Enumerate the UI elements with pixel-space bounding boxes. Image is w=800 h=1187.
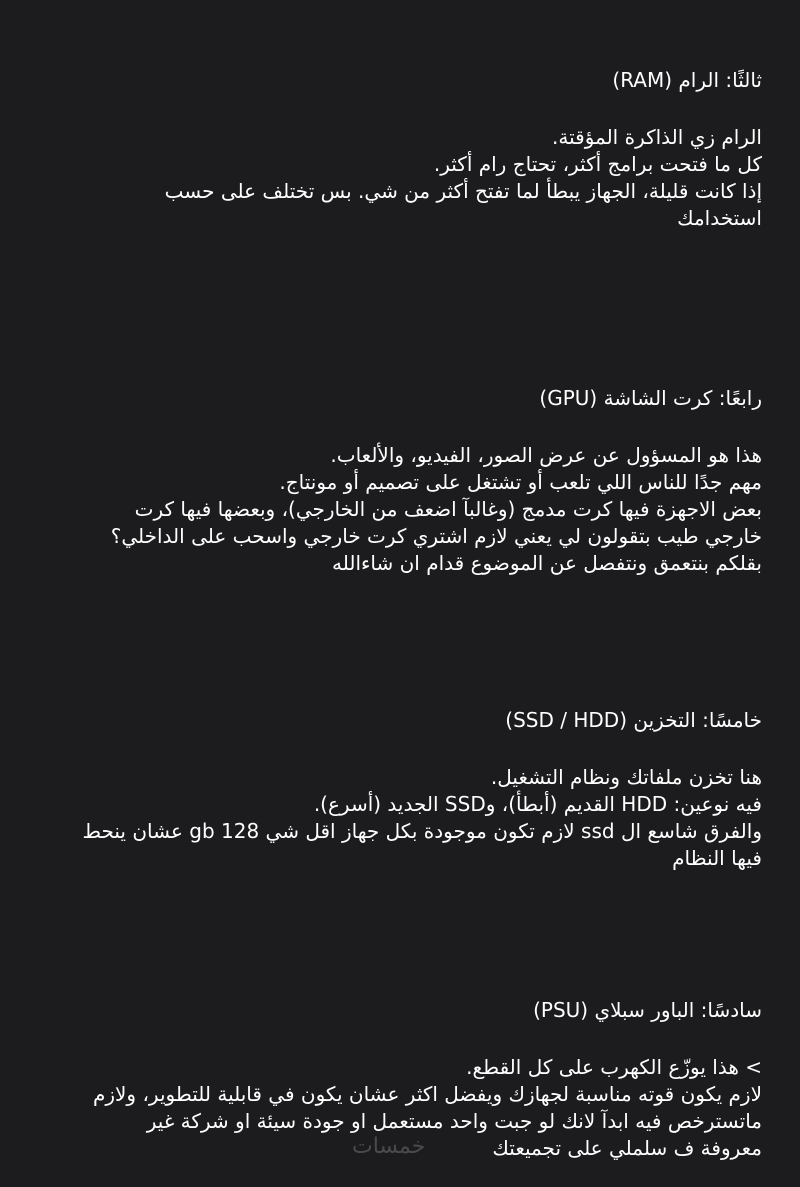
section-ram (18, 66, 762, 232)
section-paragraph (18, 124, 762, 232)
section-heading: ثالثًا: الرام (RAM) (612, 68, 762, 92)
text-line: فيها النظام (672, 846, 762, 870)
text-line: والفرق شاسع ال ssd لازم تكون موجودة بكل جهاز اقل شي 128 gb عشان ينحط (82, 819, 762, 843)
text-line: كل ما فتحت برامج أكثر، تحتاج رام أكثر. (433, 152, 762, 176)
text-line: الرام زي الذاكرة المؤقتة. (552, 125, 762, 149)
section-heading: سادسًا: الباور سبلاي (PSU) (533, 998, 762, 1022)
section-storage (18, 706, 762, 872)
text-line: بقلكم بنتعمق ونتفصل عن الموضوع قدام ان شاءالله (332, 551, 762, 575)
section-paragraph (18, 764, 762, 872)
text-line: لازم يكون قوته مناسبة لجهازك ويفضل اكثر عشان يكون في قابلية للتطوير، ولازم (92, 1082, 762, 1106)
text-line: بعض الاجهزة فيها كرت مدمج (وغالبآ اضعف من الخارجي)، وبعضها فيها كرت (134, 497, 762, 521)
text-line: هنا تخزن ملفاتك ونظام التشغيل. (490, 765, 762, 789)
section-paragraph (18, 442, 762, 577)
text-line: خارجي طيب بتقولون لي يعني لازم اشتري كرت خارجي واسحب على الداخلي؟ (110, 524, 762, 548)
text-line: مهم جدًا للناس اللي تلعب أو تشتغل على تصميم أو مونتاج. (279, 470, 762, 494)
section-heading: رابعًا: كرت الشاشة (GPU) (539, 386, 762, 410)
text-line: استخدامك (677, 206, 762, 230)
text-line: هذا هو المسؤول عن عرض الصور، الفيديو، والألعاب. (330, 443, 762, 467)
text-line: ماتسترخص فيه ابدآ لانك لو جبت واحد مستعمل او جودة سيئة او شركة غير (146, 1109, 762, 1133)
section-gpu (18, 384, 762, 577)
text-line: معروفة ف سلملي على تجميعتك (492, 1136, 762, 1160)
text-line: إذا كانت قليلة، الجهاز يبطأ لما تفتح أكثر من شي. بس تختلف على حسب (164, 179, 762, 203)
watermark: خمسات (352, 1134, 426, 1159)
text-line: > هذا يوزّع الكهرب على كل القطع. (466, 1055, 762, 1079)
section-heading: خامسًا: التخزين (SSD / HDD) (505, 708, 762, 732)
text-line: فيه نوعين: HDD القديم (أبطأ)، وSSD الجديد (أسرع). (313, 792, 762, 816)
